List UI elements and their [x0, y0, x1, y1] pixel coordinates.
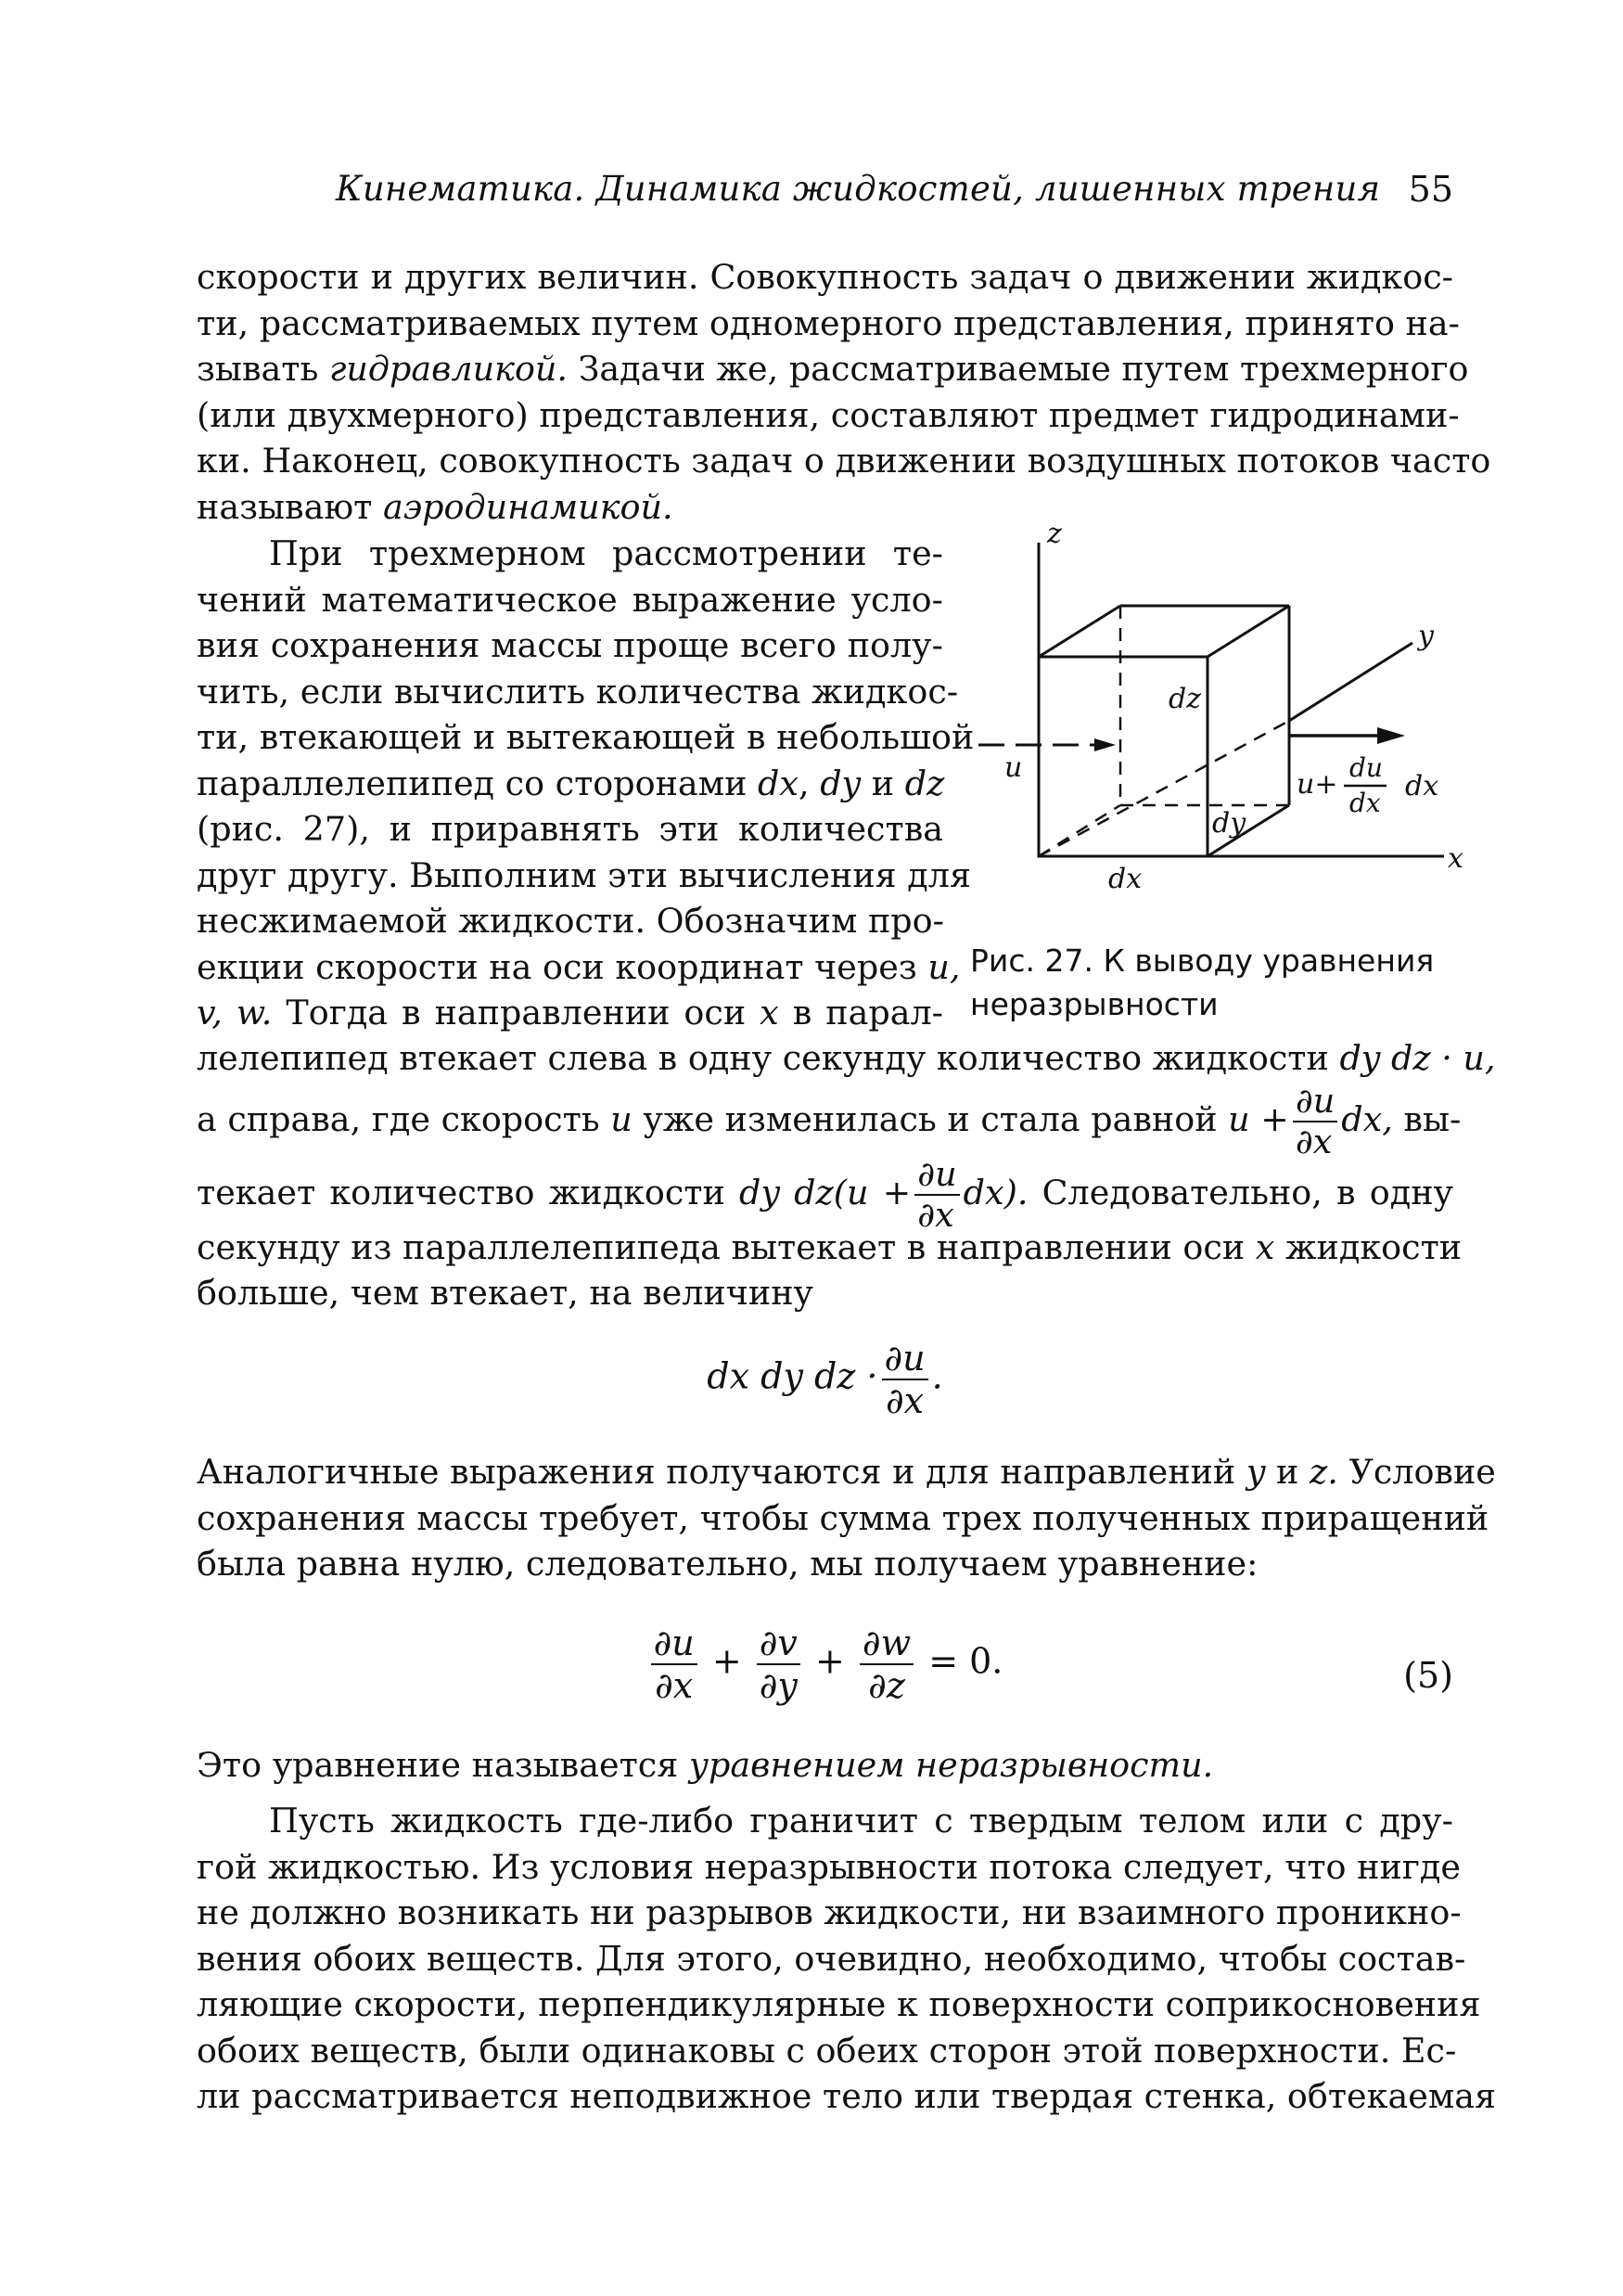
inline-formula: dy dz · u, [1339, 1038, 1496, 1078]
paragraph-analogous [197, 1449, 1496, 1587]
label-u: u [1004, 751, 1023, 784]
text-line: вения обоих веществ. Для этого, очевидно, необходимо, чтобы состав- [197, 1938, 1466, 1979]
y-axis [1289, 643, 1412, 721]
text-line: гой жидкостью. Из условия неразрывности потока следует, что нигде [197, 1846, 1461, 1887]
text-line: (или двухмерного) представления, составляют предмет гидродинами- [197, 394, 1460, 435]
label-dy: dy [1212, 807, 1246, 840]
text-line: лелепипед втекает слева в одну секунду количество жидкости dy dz · u, [197, 1038, 1496, 1078]
equation-number: (5) [1403, 1655, 1453, 1696]
paragraph-continuity-derivation [197, 531, 975, 1036]
term-aerodynamics: аэродинамикой. [382, 486, 673, 527]
text-line: была равна нулю, следовательно, мы получаем уравнение: [197, 1544, 1259, 1584]
text-line: Аналогичные выражения получаются и для направлений y и z. Условие [197, 1452, 1496, 1492]
term-hydraulics: гидравликой. [328, 349, 569, 389]
label-x: x [1448, 842, 1463, 875]
term-continuity-equation: уравнением неразрывности. [688, 1745, 1214, 1785]
text-line: (рис. 27), и приравнять эти количества [197, 809, 943, 849]
text-line: сохранения массы требует, чтобы сумма трех полученных приращений [197, 1497, 1489, 1538]
label-outflow-u: u+ [1297, 768, 1338, 801]
label-outflow-dx-den: dx [1349, 788, 1381, 818]
text-line: Это уравнение называется уравнением неразрывности. [197, 1745, 1214, 1785]
text-line: секунду из параллелепипеда вытекает в направлении оси x жидкости [197, 1226, 1463, 1267]
equation-continuity: $\frac{\partial u}{\partial x}$ + $\frac{\partial v}{\partial y}$ + $\frac{\partial w}{\partial z}$ = 0. (5) [197, 1625, 1453, 1703]
text-line: а справа, где скорость u уже изменилась и стала равной u + $\frac{\partial u}{\partial x}$ dx, вы- [197, 1080, 1462, 1161]
text-line: не должно возникать ни разрывов жидкости, ни взаимного проникно- [197, 1892, 1462, 1932]
text-line: называют аэродинамикой. [197, 486, 673, 527]
inline-fraction: $\frac{\partial u}{\partial x}$ [914, 1158, 959, 1233]
text-line: вия сохранения массы проще всего полу- [197, 625, 943, 665]
paragraph-boundary [197, 1798, 1497, 2120]
text-line: ляющие скорости, перпендикулярные к поверхности соприкосновения [197, 1984, 1481, 2024]
inflow-arrowhead [1094, 738, 1116, 751]
text-line: чить, если вычислить количества жидкос- [197, 671, 959, 712]
label-z: z [1047, 524, 1062, 550]
text-line: больше, чем втекает, на величину [197, 1273, 814, 1313]
paragraph-definition [197, 1742, 1453, 1789]
y-axis-hidden [1039, 721, 1289, 856]
text-line: чений математическое выражение усло- [197, 579, 943, 620]
inline-fraction: $\frac{\partial u}{\partial x}$ [1293, 1084, 1337, 1160]
running-header [197, 169, 1453, 221]
outflow-arrowhead [1377, 727, 1405, 744]
label-y: y [1418, 620, 1434, 652]
text-line: скорости и других величин. Совокупность задач о движении жидкос- [197, 257, 1453, 297]
text-line: текает количество жидкости dy dz(u + $\frac{\partial u}{\partial x}$ dx). Следовательно, в одну [197, 1153, 1453, 1235]
label-outflow-dx: dx [1405, 770, 1439, 802]
running-title: Кинематика. Динамика жидкостей, лишенных трения [336, 169, 1381, 209]
text-line: зывать гидравликой. Задачи же, рассматриваемые путем трехмерного [197, 349, 1469, 389]
text-line: екции скорости на оси координат через u, [197, 946, 961, 987]
figure-caption: Рис. 27. К выводу уравнения неразрывности [970, 943, 1435, 1022]
label-dx: dx [1108, 863, 1143, 895]
text-line: v, w. Тогда в направлении оси x в парал- [197, 993, 943, 1033]
paragraph-continuity-derivation-cont [197, 1035, 1496, 1316]
text-line: друг другу. Выполним эти вычисления для [197, 854, 971, 895]
text-line: При трехмерном рассмотрении те- [269, 533, 943, 573]
label-dz: dz [1169, 683, 1202, 715]
text-line: Пусть жидкость где-либо граничит с твердым телом или с дру- [269, 1801, 1453, 1841]
equation-fraction: $\frac{\partial u}{\partial x}$ [882, 1340, 928, 1418]
text-line: обоих веществ, были одинаковы с обеих сторон этой поверхности. Ес- [197, 2030, 1457, 2071]
page-number: 55 [1408, 169, 1453, 210]
text-line: ли рассматривается неподвижное тело или твердая стенка, обтекаемая [197, 2076, 1497, 2116]
text-line: ти, рассматриваемых путем одномерного представления, принято на- [197, 302, 1460, 343]
figure-parallelepiped [969, 524, 1470, 904]
text-line: ти, втекающей и вытекающей в небольшой [197, 717, 975, 757]
text-line: параллелепипед со сторонами dx, dy и dz [197, 763, 945, 803]
text-line: несжимаемой жидкости. Обозначим про- [197, 901, 944, 941]
equation-flux: dx dy dz · $\frac{\partial u}{\partial x}$ . [707, 1338, 943, 1421]
label-outflow-du: du [1349, 752, 1383, 783]
paragraph-intro [197, 254, 1491, 530]
text-line: ки. Наконец, совокупность задач о движении воздушных потоков часто [197, 441, 1491, 481]
